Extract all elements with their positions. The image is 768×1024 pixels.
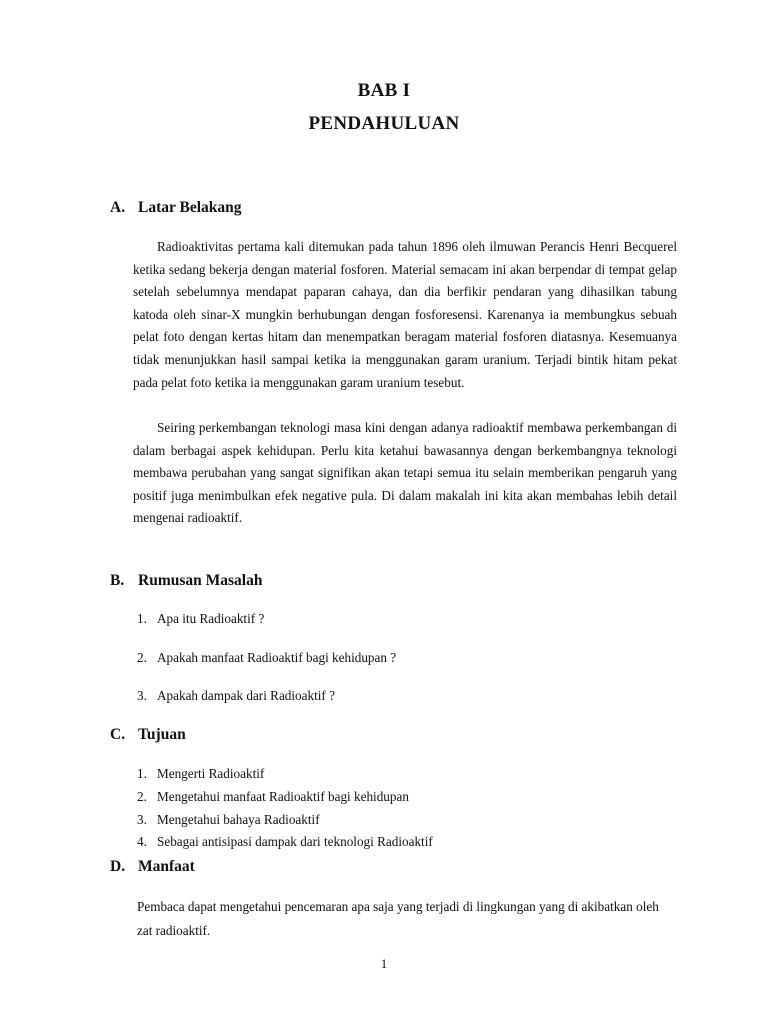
section-title: Manfaat (138, 858, 195, 875)
paragraph-manfaat: Pembaca dapat mengetahui pencemaran apa saja yang terjadi di lingkungan yang di akibatkan oleh zat radioaktif. (137, 899, 659, 938)
list-item: 2. Apakah manfaat Radioaktif bagi kehidupan ? (137, 650, 397, 665)
list-item: 1. Mengerti Radioaktif (137, 766, 265, 781)
section-letter: B. (110, 572, 125, 589)
list-item: 3. Mengetahui bahaya Radioaktif (137, 812, 320, 827)
chapter-title: BAB I (357, 80, 411, 101)
list-item: 1. Apa itu Radioaktif ? (137, 611, 265, 626)
list-item: 4. Sebagai antisipasi dampak dari teknologi Radioaktif (137, 834, 433, 849)
section-letter: C. (110, 726, 126, 743)
list-item: 3. Apakah dampak dari Radioaktif ? (137, 688, 335, 703)
section-letter: A. (110, 199, 126, 216)
paragraph-latar-belakang-1: Radioaktivitas pertama kali ditemukan pada tahun 1896 oleh ilmuwan Perancis Henri Becquerel ketika sedang bekerja dengan material fosforen. Material semacam ini akan berpendar di tempat gelap setelah sebelumnya mendapat paparan cahaya, dan dia berfikir pendaran yang dihasilkan tabung katoda oleh sinar-X mungkin berhubungan dengan fosforesensi. Karenanya ia membungkus sebuah pelat foto dengan kertas hitam dan menempatkan beragam material fosforen diatasnya. Kesemuanya tidak menunjukkan hasil sampai ketika ia menggunakan garam uranium. Terjadi bintik hitam pekat pada pelat foto ketika ia menggunakan garam uranium tesebut. (133, 239, 677, 390)
chapter-subtitle: PENDAHULUAN (308, 113, 460, 134)
section-heading-tujuan (110, 726, 186, 744)
section-heading-manfaat (110, 858, 195, 876)
page-number: 1 (380, 956, 388, 971)
section-letter: D. (110, 858, 126, 875)
section-title: Latar Belakang (138, 199, 242, 216)
section-title: Tujuan (138, 726, 186, 743)
section-title: Rumusan Masalah (138, 572, 263, 589)
section-heading-latar-belakang (110, 199, 242, 217)
paragraph-latar-belakang-2: Seiring perkembangan teknologi masa kini dengan adanya radioaktif membawa perkembangan di dalam berbagai aspek kehidupan. Perlu kita ketahui bawasannya dengan berkembangnya teknologi membawa perubahan yang sangat signifikan akan tetapi semua itu selain memberikan pengaruh yang positif juga menimbulkan efek negative pula. Di dalam makalah ini kita akan membahas lebih detail mengenai radioaktif. (133, 420, 677, 526)
list-item: 2. Mengetahui manfaat Radioaktif bagi kehidupan (137, 789, 409, 804)
section-heading-rumusan-masalah (110, 572, 262, 590)
